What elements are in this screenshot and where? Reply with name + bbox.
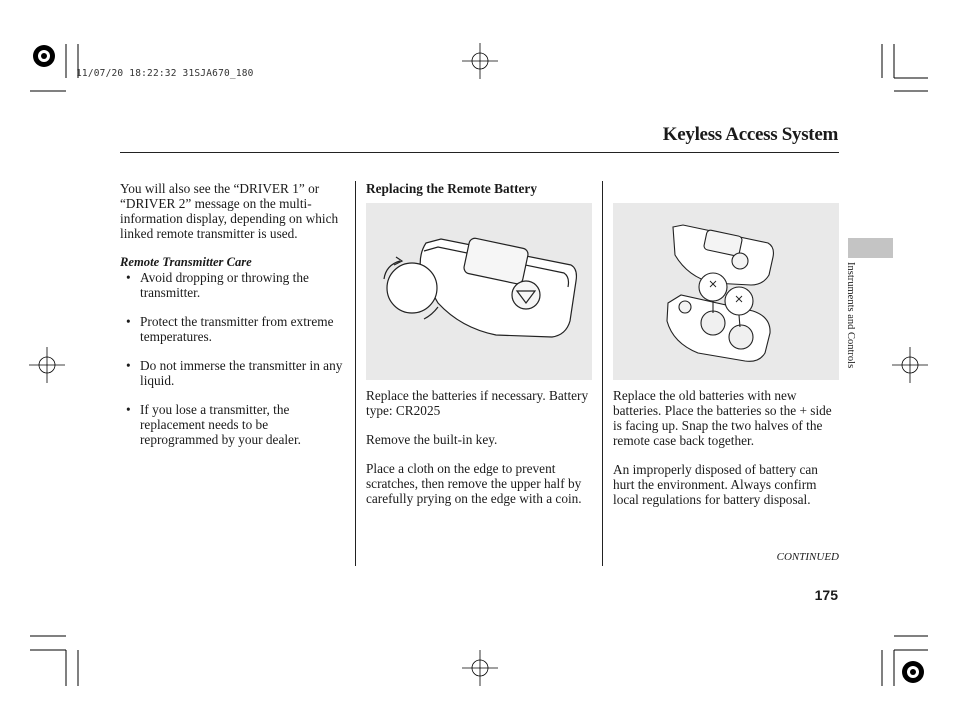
continued-label: CONTINUED [776,551,839,563]
header-rule [120,152,839,153]
list-item: • If you lose a transmitter, the replacement needs to be reprogrammed by your dealer. [126,402,301,447]
column-1 [120,181,348,461]
page-title: Keyless Access System [662,124,838,145]
column-2-text [366,388,592,520]
page-number: 175 [814,587,838,603]
list-item: • Protect the transmitter from extreme temperatures. [126,314,334,344]
column-divider [602,181,603,566]
column-3-text [613,388,839,521]
column-divider [355,181,356,566]
list-item: • Do not immerse the transmitter in any liquid. [126,358,343,388]
print-stamp: 11/07/20 18:22:32 31SJA670_180 [76,68,254,79]
section-tab [848,238,893,258]
list-item: • Avoid dropping or throwing the transmitter. [126,270,309,300]
section-title: Replacing the Remote Battery [366,181,537,196]
intro-paragraph: You will also see the “DRIVER 1” or “DRIVER 2” message on the multi-information display, depending on which linked remote transmitter is used. [120,181,339,241]
paragraph: Replace the old batteries with new batteries. Place the batteries so the + side is facing up. Snap the two halves of the remote case back together. [613,388,832,448]
battery-replacement-illustration [613,203,839,380]
paragraph: Remove the built-in key. [366,432,498,447]
remote-opening-illustration [366,203,592,380]
care-heading: Remote Transmitter Care [120,255,252,269]
paragraph: Replace the batteries if necessary. Battery type: CR2025 [366,388,589,418]
paragraph: Place a cloth on the edge to prevent scratches, then remove the upper half by carefully prying on the edge with a coin. [366,461,582,506]
section-tab-label: Instruments and Controls [845,262,856,369]
paragraph: An improperly disposed of battery can hurt the environment. Always confirm local regulations for battery disposal. [613,462,818,507]
